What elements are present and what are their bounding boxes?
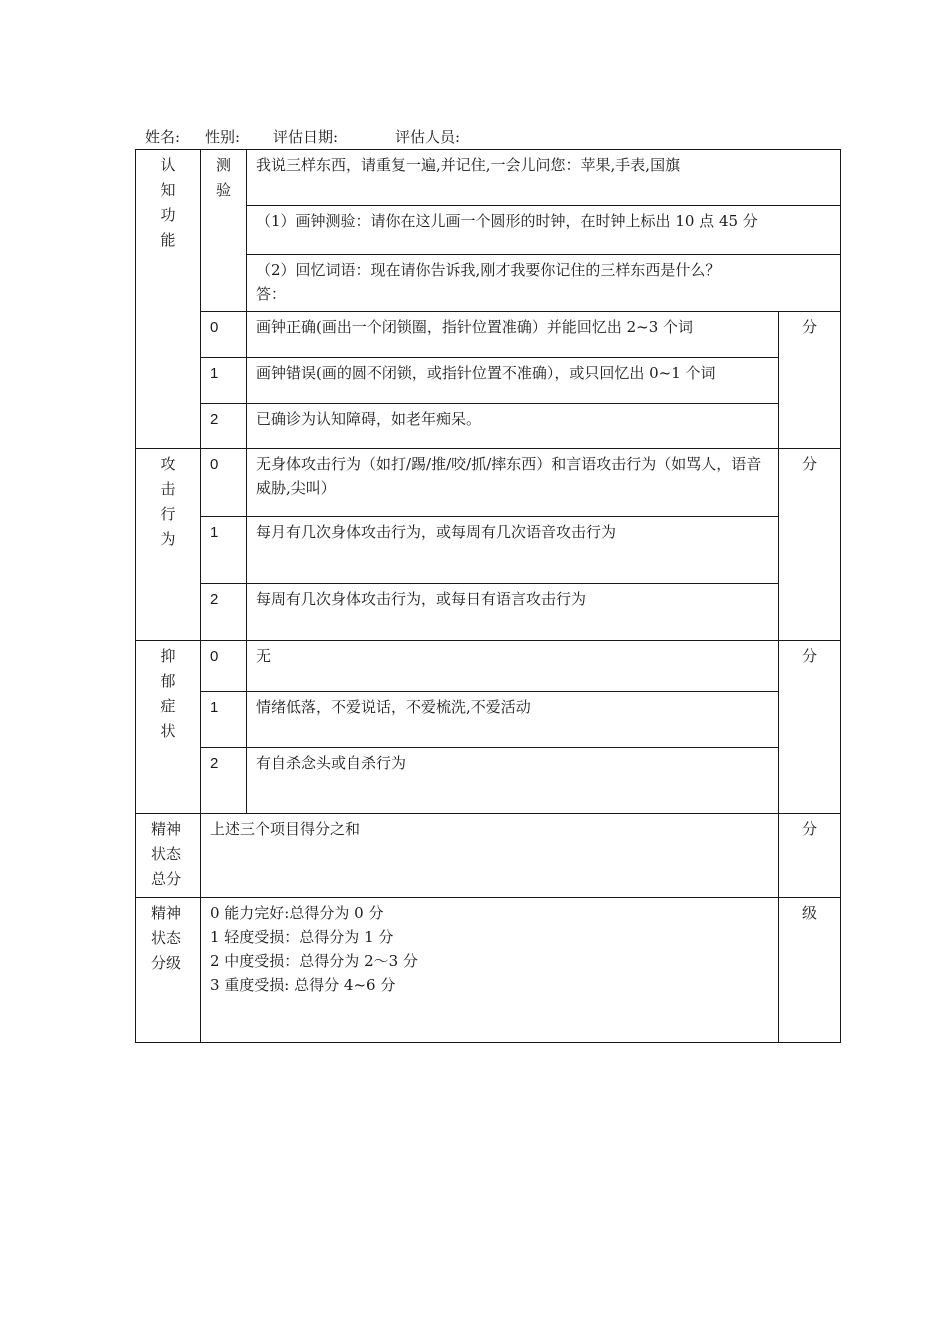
depression-category-cell xyxy=(136,641,201,814)
gender-label: 性别: xyxy=(205,128,241,146)
depression-option-row xyxy=(136,748,841,814)
score-unit: 分 xyxy=(802,820,818,838)
grading-level: 3 重度受损: 总得分 4~6 分 xyxy=(210,976,396,994)
grading-category-cell xyxy=(136,898,201,1043)
depression-score-cell[interactable] xyxy=(779,641,841,814)
aggression-score-cell[interactable] xyxy=(779,449,841,641)
test-category-cell xyxy=(201,150,247,312)
total-category-cell xyxy=(136,814,201,898)
grade-unit: 级 xyxy=(802,904,818,922)
grading-level: 0 能力完好:总得分为 0 分 xyxy=(210,904,384,922)
aggression-option-row xyxy=(136,449,841,517)
form-header xyxy=(145,126,460,147)
option-text: 无 xyxy=(247,641,779,692)
aggression-category-label: 攻击行为 xyxy=(160,455,176,548)
mental-status-assessment-table xyxy=(135,149,841,1043)
total-score-row xyxy=(136,814,841,898)
score-unit: 分 xyxy=(802,647,818,665)
cognitive-option-row xyxy=(136,358,841,404)
score-unit: 分 xyxy=(802,318,818,336)
option-text: 画钟错误(画的圆不闭锁，或指针位置不准确），或只回忆出 0~1 个词 xyxy=(247,358,779,404)
assessor-label: 评估人员: xyxy=(395,128,461,146)
assessment-date-label: 评估日期: xyxy=(273,128,339,146)
recall-test-instruction: （2）回忆词语：现在请你告诉我,刚才我要你记住的三样东西是什么？ xyxy=(256,261,721,279)
cognitive-category-label: 认知功能 xyxy=(160,156,176,249)
cognitive-score-cell[interactable] xyxy=(779,312,841,449)
depression-option-row xyxy=(136,641,841,692)
grading-levels xyxy=(201,898,779,1043)
cognitive-option-row xyxy=(136,404,841,449)
option-text: 每月有几次身体攻击行为，或每周有几次语音攻击行为 xyxy=(247,517,779,584)
aggression-option-row xyxy=(136,584,841,641)
depression-option-row xyxy=(136,692,841,748)
option-text: 每周有几次身体攻击行为，或每日有语言攻击行为 xyxy=(247,584,779,641)
option-score: 1 xyxy=(201,358,247,404)
cognitive-category-cell xyxy=(136,150,201,449)
depression-category-label: 抑郁症状 xyxy=(160,647,176,740)
grading-level: 2 中度受损：总得分为 2～3 分 xyxy=(210,952,418,970)
cognitive-option-row xyxy=(136,312,841,358)
grading-row xyxy=(136,898,841,1043)
grading-level: 1 轻度受损：总得分为 1 分 xyxy=(210,928,394,946)
total-category-label: 精神状态总分 xyxy=(151,820,182,888)
score-unit: 分 xyxy=(802,455,818,473)
grading-category-label: 精神状态分级 xyxy=(151,904,182,972)
option-score: 2 xyxy=(201,404,247,449)
clock-test-instruction: （1）画钟测验：请你在这儿画一个圆形的时钟，在时钟上标出 10 点 45 分 xyxy=(247,206,841,255)
cognitive-instruction: 我说三样东西，请重复一遍,并记住,一会儿问您：苹果,手表,国旗 xyxy=(247,150,841,206)
name-label: 姓名: xyxy=(145,128,181,146)
option-text: 无身体攻击行为（如打/踢/推/咬/抓/摔东西）和言语攻击行为（如骂人，语音威胁,尖叫） xyxy=(247,449,779,517)
option-text: 已确诊为认知障碍，如老年痴呆。 xyxy=(247,404,779,449)
recall-test-cell xyxy=(247,255,841,312)
option-score: 1 xyxy=(201,692,247,748)
option-score: 0 xyxy=(201,449,247,517)
aggression-category-cell xyxy=(136,449,201,641)
option-score: 2 xyxy=(201,584,247,641)
grading-result-cell[interactable] xyxy=(779,898,841,1043)
option-text: 画钟正确(画出一个闭锁圈，指针位置准确）并能回忆出 2~3 个词 xyxy=(247,312,779,358)
aggression-option-row xyxy=(136,517,841,584)
option-score: 2 xyxy=(201,748,247,814)
total-score-cell[interactable] xyxy=(779,814,841,898)
option-score: 1 xyxy=(201,517,247,584)
option-text: 有自杀念头或自杀行为 xyxy=(247,748,779,814)
option-text: 情绪低落，不爱说话，不爱梳洗,不爱活动 xyxy=(247,692,779,748)
test-label: 测验 xyxy=(215,156,231,199)
cognitive-instruction-row xyxy=(136,150,841,206)
option-score: 0 xyxy=(201,312,247,358)
total-description: 上述三个项目得分之和 xyxy=(201,814,779,898)
option-score: 0 xyxy=(201,641,247,692)
answer-label: 答： xyxy=(256,285,287,303)
